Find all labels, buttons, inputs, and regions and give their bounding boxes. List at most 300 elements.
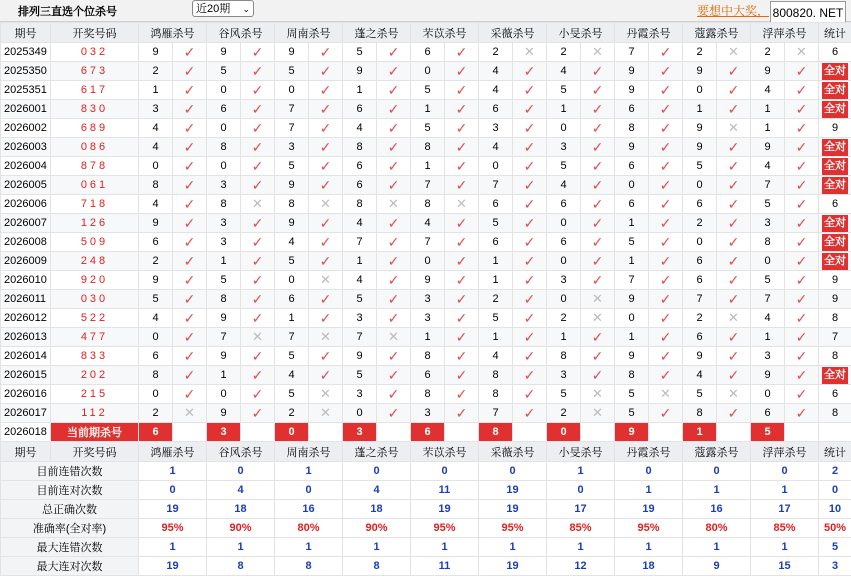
check-icon: ✓ (251, 157, 264, 174)
kill-number: 9 (683, 347, 717, 366)
kill-number: 9 (139, 271, 173, 290)
check-icon: ✓ (387, 138, 400, 155)
kill-number: 0 (139, 157, 173, 176)
issue-cell: 2025351 (1, 81, 51, 100)
result-cell (241, 157, 275, 176)
kill-number: 7 (343, 328, 377, 347)
check-icon: ✓ (795, 404, 808, 421)
brand-badge[interactable]: 800820. NET (770, 1, 846, 25)
promo-link[interactable]: 要想中大奖， (697, 4, 770, 18)
header-cell: 开奖号码 (51, 23, 139, 43)
result-cell (649, 138, 683, 157)
summary-value: 0 (275, 481, 343, 500)
result-cell (581, 309, 615, 328)
check-icon: ✓ (251, 138, 264, 155)
stat-cell (819, 404, 851, 423)
result-cell (377, 195, 411, 214)
check-icon: ✓ (659, 100, 672, 117)
stat-cell (819, 252, 851, 271)
kill-number: 3 (479, 119, 513, 138)
result-cell (445, 138, 479, 157)
result-cell (649, 347, 683, 366)
result-cell (785, 290, 819, 309)
kill-number: 2 (479, 43, 513, 62)
draw-cell: 522 (51, 309, 139, 328)
result-cell (241, 138, 275, 157)
check-icon: ✓ (183, 233, 196, 250)
kill-number: 4 (547, 62, 581, 81)
result-cell (513, 309, 547, 328)
summary-value: 19 (615, 500, 683, 519)
draw-cell: 248 (51, 252, 139, 271)
kill-number: 5 (615, 233, 649, 252)
result-cell (445, 43, 479, 62)
kill-number: 4 (139, 309, 173, 328)
result-cell (513, 100, 547, 119)
summary-value: 1 (683, 538, 751, 557)
result-cell (717, 328, 751, 347)
check-icon: ✓ (251, 100, 264, 117)
check-icon: ✓ (659, 366, 672, 383)
check-icon: ✓ (795, 290, 808, 307)
kill-number: 7 (343, 233, 377, 252)
result-cell (377, 385, 411, 404)
check-icon: ✓ (387, 309, 400, 326)
kill-number: 7 (207, 328, 241, 347)
result-cell (241, 62, 275, 81)
result-cell (785, 62, 819, 81)
stat-cell (819, 176, 851, 195)
cross-icon: ✕ (320, 386, 331, 401)
kill-number: 9 (139, 214, 173, 233)
result-cell (173, 290, 207, 309)
result-cell (581, 138, 615, 157)
header-cell: 浮萍杀号 (751, 442, 819, 462)
check-icon: ✓ (455, 176, 468, 193)
check-icon: ✓ (727, 404, 740, 421)
kill-number: 6 (615, 195, 649, 214)
stat-cell (819, 62, 851, 81)
check-icon: ✓ (455, 347, 468, 364)
check-icon: ✓ (523, 81, 536, 98)
check-icon: ✓ (727, 366, 740, 383)
kill-number: 8 (615, 119, 649, 138)
kill-number: 8 (411, 385, 445, 404)
stat-cell (819, 119, 851, 138)
draw-cell: 830 (51, 100, 139, 119)
result-cell (581, 290, 615, 309)
kill-number: 7 (275, 100, 309, 119)
kill-number: 0 (615, 176, 649, 195)
check-icon: ✓ (523, 157, 536, 174)
result-cell (785, 233, 819, 252)
kill-number: 7 (411, 233, 445, 252)
result-cell (173, 366, 207, 385)
kill-number: 2 (547, 43, 581, 62)
table-row (1, 404, 851, 423)
kill-number: 7 (479, 176, 513, 195)
cross-icon: ✕ (456, 196, 467, 211)
draw-cell: 509 (51, 233, 139, 252)
kill-number: 0 (139, 328, 173, 347)
stat-cell (819, 271, 851, 290)
kill-number: 1 (343, 252, 377, 271)
draw-cell: 477 (51, 328, 139, 347)
summary-value: 1 (275, 538, 343, 557)
stat-value: 9 (831, 274, 839, 286)
result-cell (173, 233, 207, 252)
header-cell: 丹霞杀号 (615, 23, 683, 43)
check-icon: ✓ (387, 290, 400, 307)
summary-value: 80% (275, 519, 343, 538)
kill-number: 5 (547, 81, 581, 100)
kill-number: 2 (683, 309, 717, 328)
summary-value: 19 (139, 557, 207, 576)
kill-number: 4 (139, 138, 173, 157)
check-icon: ✓ (591, 195, 604, 212)
table-row (1, 347, 851, 366)
check-icon: ✓ (591, 157, 604, 174)
kill-number: 9 (343, 62, 377, 81)
kill-number: 1 (411, 328, 445, 347)
result-cell (717, 233, 751, 252)
current-kill-number: 8 (479, 423, 513, 442)
kill-number: 4 (139, 119, 173, 138)
issue-cell: 2026001 (1, 100, 51, 119)
stat-cell (819, 43, 851, 62)
kill-number: 3 (139, 100, 173, 119)
draw-cell: 112 (51, 404, 139, 423)
result-cell (785, 119, 819, 138)
header-cell: 丹霞杀号 (615, 442, 683, 462)
result-cell (377, 176, 411, 195)
check-icon: ✓ (183, 176, 196, 193)
header-cell: 浮萍杀号 (751, 23, 819, 43)
check-icon: ✓ (455, 309, 468, 326)
summary-value: 0 (819, 481, 851, 500)
table-row (1, 157, 851, 176)
empty-cell (785, 423, 819, 442)
empty-cell (649, 423, 683, 442)
draw-cell: 126 (51, 214, 139, 233)
check-icon: ✓ (795, 385, 808, 402)
issue-cell: 2026011 (1, 290, 51, 309)
empty-cell (445, 423, 479, 442)
kill-number: 0 (683, 81, 717, 100)
stat-cell (819, 366, 851, 385)
check-icon: ✓ (795, 119, 808, 136)
result-cell (173, 271, 207, 290)
result-cell (445, 176, 479, 195)
page-title: 排列三直选个位杀号 (18, 6, 117, 18)
check-icon: ✓ (455, 233, 468, 250)
result-cell (445, 81, 479, 100)
draw-cell: 202 (51, 366, 139, 385)
result-cell (717, 290, 751, 309)
kill-number: 0 (343, 404, 377, 423)
kill-number: 6 (207, 100, 241, 119)
result-cell (717, 214, 751, 233)
result-cell (173, 43, 207, 62)
kill-number: 3 (343, 309, 377, 328)
kill-number: 8 (479, 385, 513, 404)
summary-value: 19 (479, 500, 547, 519)
result-cell (717, 271, 751, 290)
check-icon: ✓ (659, 119, 672, 136)
kill-number: 9 (275, 214, 309, 233)
result-cell (377, 404, 411, 423)
check-icon: ✓ (523, 233, 536, 250)
result-cell (241, 271, 275, 290)
check-icon: ✓ (183, 366, 196, 383)
kill-number: 7 (751, 290, 785, 309)
kill-number: 0 (547, 119, 581, 138)
check-icon: ✓ (387, 81, 400, 98)
stat-cell (819, 138, 851, 157)
summary-value: 3 (819, 557, 851, 576)
summary-value: 1 (479, 538, 547, 557)
check-icon: ✓ (795, 81, 808, 98)
table-row (1, 62, 851, 81)
check-icon: ✓ (319, 62, 332, 79)
kill-number: 1 (275, 309, 309, 328)
kill-number: 7 (615, 271, 649, 290)
result-cell (309, 385, 343, 404)
current-kill-number: 0 (547, 423, 581, 442)
result-cell (581, 157, 615, 176)
result-cell (377, 100, 411, 119)
summary-value: 4 (207, 481, 275, 500)
kill-number: 7 (751, 176, 785, 195)
check-icon: ✓ (455, 62, 468, 79)
result-cell (717, 81, 751, 100)
result-cell (513, 138, 547, 157)
check-icon: ✓ (455, 100, 468, 117)
check-icon: ✓ (251, 252, 264, 269)
stat-value: 全对 (822, 367, 848, 384)
stat-value: 9 (831, 122, 839, 134)
kill-number: 7 (411, 176, 445, 195)
result-cell (717, 385, 751, 404)
kill-number: 4 (751, 81, 785, 100)
result-cell (377, 43, 411, 62)
summary-value: 0 (615, 462, 683, 481)
cross-icon: ✕ (252, 329, 263, 344)
current-kill-number: 0 (275, 423, 309, 442)
summary-label: 目前连对次数 (1, 481, 139, 500)
summary-value: 95% (615, 519, 683, 538)
result-cell (445, 157, 479, 176)
check-icon: ✓ (251, 290, 264, 307)
check-icon: ✓ (659, 271, 672, 288)
stat-value: 全对 (822, 234, 848, 251)
result-cell (581, 366, 615, 385)
result-cell (649, 100, 683, 119)
current-kill-number: 3 (207, 423, 241, 442)
result-cell (309, 328, 343, 347)
result-cell (309, 290, 343, 309)
header-cell: 期号 (1, 442, 51, 462)
check-icon: ✓ (183, 252, 196, 269)
kill-number: 6 (411, 366, 445, 385)
kill-number: 2 (751, 43, 785, 62)
check-icon: ✓ (523, 214, 536, 231)
stat-cell (819, 214, 851, 233)
summary-label: 最大连对次数 (1, 557, 139, 576)
current-row (1, 423, 851, 442)
check-icon: ✓ (727, 138, 740, 155)
summary-value: 16 (275, 500, 343, 519)
result-cell (377, 290, 411, 309)
issue-cell: 2026003 (1, 138, 51, 157)
result-cell (445, 328, 479, 347)
kill-number: 9 (411, 271, 445, 290)
result-cell (445, 62, 479, 81)
header-cell: 谷风杀号 (207, 442, 275, 462)
check-icon: ✓ (523, 119, 536, 136)
kill-number: 1 (615, 252, 649, 271)
current-kill-number: 6 (411, 423, 445, 442)
result-cell (649, 157, 683, 176)
result-cell (377, 233, 411, 252)
kill-number: 5 (275, 62, 309, 81)
kill-number: 9 (207, 404, 241, 423)
result-cell (785, 366, 819, 385)
result-cell (241, 233, 275, 252)
table-row (1, 385, 851, 404)
kill-number: 8 (547, 347, 581, 366)
kill-number: 0 (275, 271, 309, 290)
stat-cell (819, 100, 851, 119)
header-cell: 期号 (1, 23, 51, 43)
result-cell (445, 366, 479, 385)
summary-value: 0 (547, 481, 615, 500)
kill-number: 5 (615, 385, 649, 404)
kill-number: 9 (207, 43, 241, 62)
check-icon: ✓ (251, 81, 264, 98)
result-cell (445, 290, 479, 309)
kill-number: 1 (547, 328, 581, 347)
stat-value: 全对 (822, 253, 848, 270)
result-cell (309, 176, 343, 195)
result-cell (717, 195, 751, 214)
result-cell (649, 233, 683, 252)
result-cell (717, 62, 751, 81)
check-icon: ✓ (591, 138, 604, 155)
check-icon: ✓ (455, 290, 468, 307)
issue-cell: 2026002 (1, 119, 51, 138)
check-icon: ✓ (387, 233, 400, 250)
kill-number: 8 (751, 233, 785, 252)
result-cell (445, 347, 479, 366)
summary-value: 1 (139, 538, 207, 557)
cross-icon: ✕ (388, 329, 399, 344)
table-row (1, 214, 851, 233)
check-icon: ✓ (659, 43, 672, 60)
kill-number: 9 (683, 62, 717, 81)
cross-icon: ✕ (184, 405, 195, 420)
kill-number: 6 (683, 271, 717, 290)
header-cell: 芣苡杀号 (411, 442, 479, 462)
kill-number: 1 (751, 119, 785, 138)
issue-cell: 2026008 (1, 233, 51, 252)
result-cell (173, 119, 207, 138)
cross-icon: ✕ (320, 272, 331, 287)
result-cell (785, 176, 819, 195)
result-cell (649, 366, 683, 385)
kill-number: 4 (343, 271, 377, 290)
result-cell (649, 309, 683, 328)
header-cell: 采薇杀号 (479, 23, 547, 43)
stat-value: 6 (831, 388, 839, 400)
kill-number: 8 (683, 404, 717, 423)
result-cell (377, 138, 411, 157)
check-icon: ✓ (591, 328, 604, 345)
period-select[interactable] (192, 0, 254, 17)
header-cell: 小旻杀号 (547, 23, 615, 43)
result-cell (649, 176, 683, 195)
result-cell (445, 100, 479, 119)
result-cell (377, 119, 411, 138)
summary-value: 0 (343, 462, 411, 481)
kill-number: 2 (683, 214, 717, 233)
check-icon: ✓ (455, 385, 468, 402)
table-row (1, 366, 851, 385)
kill-number: 0 (479, 157, 513, 176)
check-icon: ✓ (387, 366, 400, 383)
check-icon: ✓ (455, 214, 468, 231)
check-icon: ✓ (523, 309, 536, 326)
kill-number: 5 (411, 119, 445, 138)
check-icon: ✓ (251, 366, 264, 383)
check-icon: ✓ (319, 233, 332, 250)
kill-number: 5 (343, 290, 377, 309)
kill-number: 6 (275, 290, 309, 309)
issue-cell: 2026004 (1, 157, 51, 176)
check-icon: ✓ (727, 328, 740, 345)
kill-number: 2 (139, 62, 173, 81)
kill-number: 4 (343, 214, 377, 233)
kill-number: 5 (275, 252, 309, 271)
summary-row (1, 519, 851, 538)
check-icon: ✓ (183, 157, 196, 174)
cross-icon: ✕ (728, 120, 739, 135)
kill-number: 5 (683, 157, 717, 176)
kill-number: 4 (275, 366, 309, 385)
check-icon: ✓ (387, 271, 400, 288)
kill-number: 6 (411, 43, 445, 62)
kill-number: 5 (411, 81, 445, 100)
check-icon: ✓ (455, 157, 468, 174)
check-icon: ✓ (727, 100, 740, 117)
check-icon: ✓ (319, 290, 332, 307)
result-cell (785, 138, 819, 157)
kill-number: 6 (139, 347, 173, 366)
kill-number: 7 (615, 43, 649, 62)
result-cell (173, 157, 207, 176)
kill-number: 0 (207, 119, 241, 138)
result-cell (309, 43, 343, 62)
kill-number: 4 (479, 62, 513, 81)
check-icon: ✓ (319, 138, 332, 155)
cross-icon: ✕ (320, 329, 331, 344)
check-icon: ✓ (523, 404, 536, 421)
kill-number: 5 (275, 385, 309, 404)
summary-value: 1 (411, 538, 479, 557)
stat-value: 8 (831, 312, 839, 324)
summary-value: 19 (479, 481, 547, 500)
summary-value: 50% (819, 519, 851, 538)
